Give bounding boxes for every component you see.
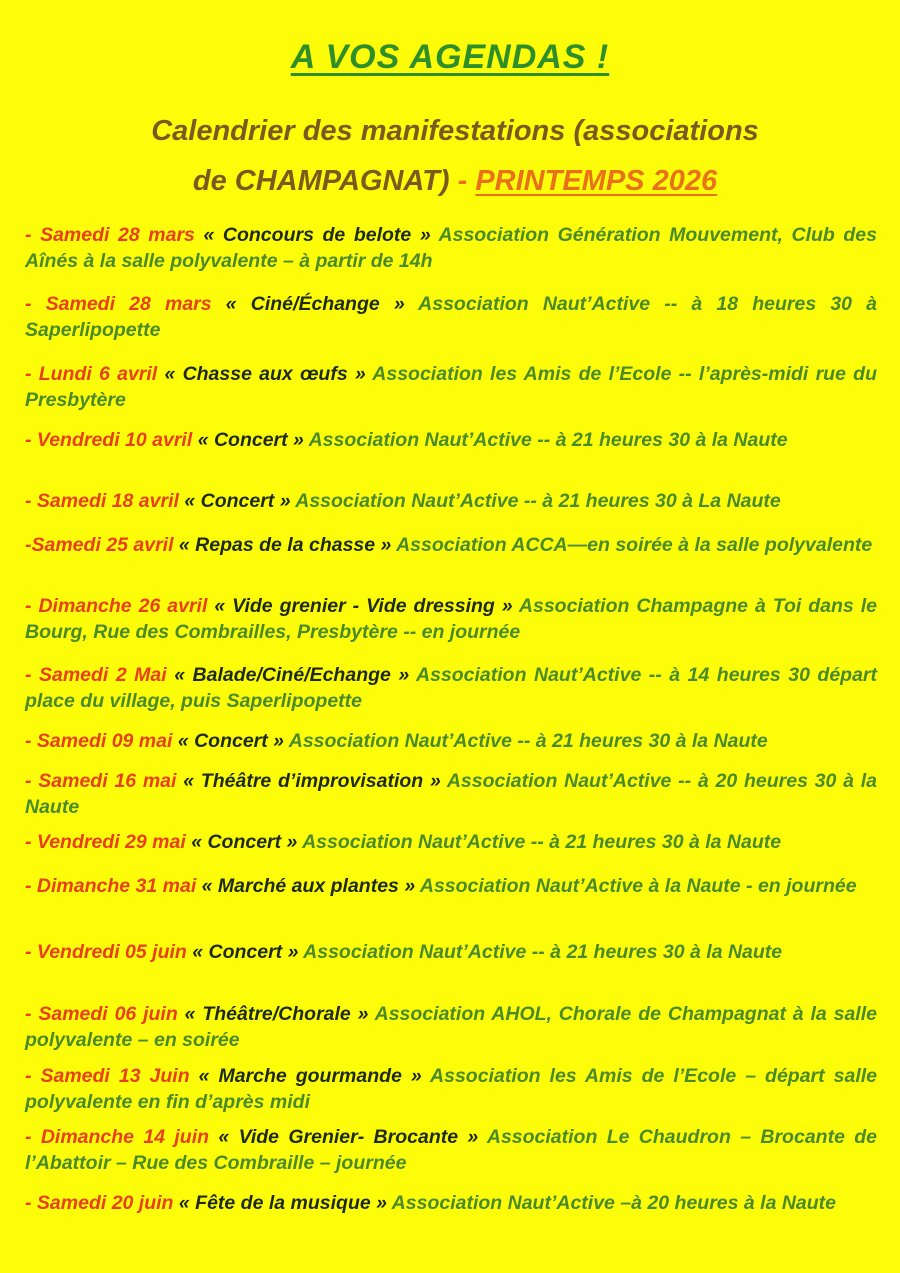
- event-item: [25, 939, 877, 965]
- page-title: A VOS AGENDAS !: [290, 38, 610, 76]
- event-item: [25, 1063, 877, 1115]
- event-name: « Marché aux plantes »: [201, 875, 416, 897]
- event-name: « Fête de la musique »: [178, 1192, 387, 1214]
- event-date: - Samedi 18 avril: [25, 490, 179, 512]
- event-details: Association les Amis de l’Ecole -- l’après-midi rue du Presbytère: [25, 363, 877, 411]
- event-item: [25, 873, 877, 899]
- event-date: - Samedi 06 juin: [25, 1003, 178, 1025]
- event-details: Association Naut’Active -- à 21 heures 30 à la Naute: [303, 941, 783, 963]
- event-name: « Concert »: [184, 490, 291, 512]
- event-date: - Vendredi 05 juin: [25, 941, 187, 963]
- event-name: « Marche gourmande »: [198, 1065, 422, 1087]
- event-details: Association les Amis de l’Ecole – départ salle polyvalente en fin d’après midi: [25, 1065, 878, 1113]
- event-details: Association Champagne à Toi dans le Bourg, Rue des Combrailles, Presbytère -- en journée: [25, 595, 877, 643]
- event-details: Association Naut’Active -- à 14 heures 30 départ place du village, puis Saperlipopette: [25, 664, 878, 712]
- event-item: [25, 532, 877, 558]
- event-name: « Concert »: [177, 730, 285, 752]
- event-item: [25, 1001, 877, 1053]
- event-details: Association ACCA—en soirée à la salle polyvalente: [396, 534, 873, 556]
- event-item: [25, 593, 877, 645]
- subtitle-org: de CHAMPAGNAT): [192, 165, 450, 197]
- event-name: « Concert »: [191, 831, 298, 853]
- event-details: Association Naut’Active -- à 21 heures 30 à la Naute: [308, 429, 788, 451]
- event-name: « Théâtre/Chorale »: [184, 1003, 369, 1025]
- event-details: Association Naut’Active à la Naute - en journée: [419, 875, 857, 897]
- event-name: « Concert »: [192, 941, 299, 963]
- subtitle-line-1: Calendrier des manifestations (associations: [151, 115, 759, 147]
- event-item: [25, 291, 877, 343]
- event-name: « Concours de belote »: [203, 224, 431, 246]
- event-item: [25, 728, 877, 754]
- event-details: Association Naut’Active -- à 18 heures 30 à Saperlipopette: [25, 293, 878, 341]
- event-date: - Vendredi 29 mai: [25, 831, 186, 853]
- event-name: « Ciné/Échange »: [225, 293, 405, 315]
- event-item: [25, 427, 877, 453]
- event-date: - Samedi 20 juin: [25, 1192, 174, 1214]
- event-name: « Chasse aux œufs »: [164, 363, 366, 385]
- event-name: « Concert »: [197, 429, 304, 451]
- event-details: Association Naut’Active -- à 21 heures 30 à la Naute: [288, 730, 768, 752]
- event-name: « Vide Grenier- Brocante »: [218, 1126, 479, 1148]
- event-date: -Samedi 25 avril: [25, 534, 174, 556]
- event-details: Association Naut’Active -- à 21 heures 30 à la Naute: [302, 831, 782, 853]
- event-name: « Balade/Ciné/Echange »: [174, 664, 410, 686]
- event-details: Association AHOL, Chorale de Champagnat à la salle polyvalente – en soirée: [25, 1003, 877, 1051]
- event-item: [25, 488, 877, 514]
- event-details: Association Génération Mouvement, Club des Aînés à la salle polyvalente – à partir de 14h: [25, 224, 877, 272]
- event-name: « Vide grenier - Vide dressing »: [214, 595, 513, 617]
- event-item: [25, 222, 877, 274]
- subtitle-separator: -: [449, 165, 476, 197]
- event-item: [25, 829, 877, 855]
- event-date: - Dimanche 31 mai: [25, 875, 197, 897]
- event-date: - Dimanche 26 avril: [25, 595, 208, 617]
- event-date: - Samedi 13 Juin: [25, 1065, 190, 1087]
- event-date: - Samedi 16 mai: [25, 770, 177, 792]
- event-date: - Samedi 09 mai: [25, 730, 173, 752]
- event-details: Association Naut’Active -- à 20 heures 30 à la Naute: [25, 770, 877, 818]
- event-name: « Repas de la chasse »: [178, 534, 392, 556]
- event-item: [25, 1124, 877, 1176]
- subtitle-line-2: [40, 156, 870, 206]
- event-details: Association Naut’Active -- à 21 heures 30 à La Naute: [295, 490, 781, 512]
- event-date: - Vendredi 10 avril: [25, 429, 193, 451]
- event-item: [25, 361, 877, 413]
- event-details: Association Le Chaudron – Brocante de l’Abattoir – Rue des Combraille – journée: [25, 1126, 877, 1174]
- event-date: - Dimanche 14 juin: [25, 1126, 210, 1148]
- event-item: [25, 768, 877, 820]
- event-date: - Samedi 2 Mai: [25, 664, 167, 686]
- event-item: [25, 662, 877, 714]
- event-date: - Lundi 6 avril: [25, 363, 158, 385]
- event-item: [25, 1190, 877, 1216]
- event-name: « Théâtre d’improvisation »: [183, 770, 441, 792]
- event-date: - Samedi 28 mars: [25, 293, 212, 315]
- event-date: - Samedi 28 mars: [25, 224, 195, 246]
- page-subtitle: [40, 106, 870, 206]
- subtitle-season: PRINTEMPS 2026: [475, 165, 718, 197]
- event-details: Association Naut’Active –à 20 heures à la Naute: [391, 1192, 837, 1214]
